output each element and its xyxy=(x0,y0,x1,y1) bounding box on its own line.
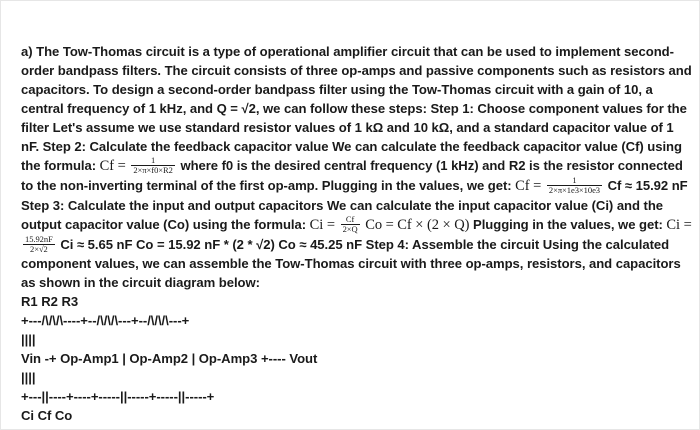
answer-text xyxy=(21,42,693,425)
circuit-diagram-line-1: R1 R2 R3 xyxy=(21,294,79,309)
answer-paragraph-4: Plugging in the values, we get: xyxy=(473,217,663,232)
circuit-diagram-line-3: |||| xyxy=(21,332,36,347)
formula-cf-denominator: 2×π×f0×R2 xyxy=(133,165,173,176)
formula-ci-denominator: 2×Q xyxy=(342,224,358,235)
answer-paragraph-3: Cf ≈ 15.92 nF Step 3: Calculate the input and output capacitors We can calculate the input capacitor value (Ci) and the output capacitor value (Co) using the formula: xyxy=(21,178,688,232)
answer-paragraph-1: a) The Tow-Thomas circuit is a type of operational amplifier circuit that can be used to implement second-order bandpass filters. The circuit consists of three op-amps and passive components such as resistors and capacitors. To design a second-order bandpass filter using the Tow-Thomas circuit with a gain of 10, a central frequency of 1 kHz, and Q = √2, we can follow these steps: Step 1: Choose component values for the filter Let's assume we use standard resistor values of 1 kΩ and 10 kΩ, and a standard capacitor value of 1 nF. Step 2: Calculate the feedback capacitor value We can calculate the feedback capacitor value (Cf) using the formula: xyxy=(21,44,692,173)
formula-ci-value-lhs: Ci = xyxy=(666,217,692,233)
formula-cf-value-lhs: Cf = xyxy=(515,178,542,194)
formula-cf-value-numerator: 1 xyxy=(572,175,577,186)
answer-paragraph-5: Ci ≈ 5.65 nF Co = 15.92 nF * (2 * √2) Co ≈ 45.25 nF Step 4: Assemble the circuit Using the calculated component values, we can assemble the Tow-Thomas circuit with three op-amps, resistors, and capacitors as shown in the circuit diagram below: xyxy=(21,237,681,290)
formula-ci-fraction xyxy=(341,215,360,234)
answer-paragraph-2: where f0 is the desired central frequency (1 kHz) and R2 is the resistor connected to the non-inverting terminal of the first op-amp. Plugging in the values, we get: xyxy=(21,158,683,193)
formula-ci-numerator: Cf xyxy=(345,214,355,225)
circuit-diagram-line-5: |||| xyxy=(21,370,36,385)
circuit-diagram-line-7: Ci Cf Co xyxy=(21,408,73,423)
formula-cf-fraction xyxy=(131,156,174,175)
formula-ci-lhs: Ci = xyxy=(309,217,335,233)
formula-ci-value-numerator: 15.92nF xyxy=(25,234,53,245)
circuit-diagram-line-6: +---||----+----+-----||-----+-----||-----+ xyxy=(21,389,215,404)
formula-cf-lhs: Cf = xyxy=(99,158,126,174)
circuit-diagram-line-2: +---/\/\/\----+--/\/\/\---+--/\/\/\---+ xyxy=(21,313,190,328)
formula-cf-numerator: 1 xyxy=(151,155,156,166)
formula-ci-value-fraction xyxy=(23,235,55,254)
formula-ci-value-denominator: 2×√2 xyxy=(23,244,55,254)
formula-cf-value-fraction xyxy=(547,176,602,195)
formula-co: Co = Cf × (2 × Q) xyxy=(365,217,470,233)
circuit-diagram-line-4: Vin -+ Op-Amp1 | Op-Amp2 | Op-Amp3 +---- Vout xyxy=(21,351,318,366)
formula-cf-value-denominator: 2×π×1e3×10e3 xyxy=(548,185,600,196)
